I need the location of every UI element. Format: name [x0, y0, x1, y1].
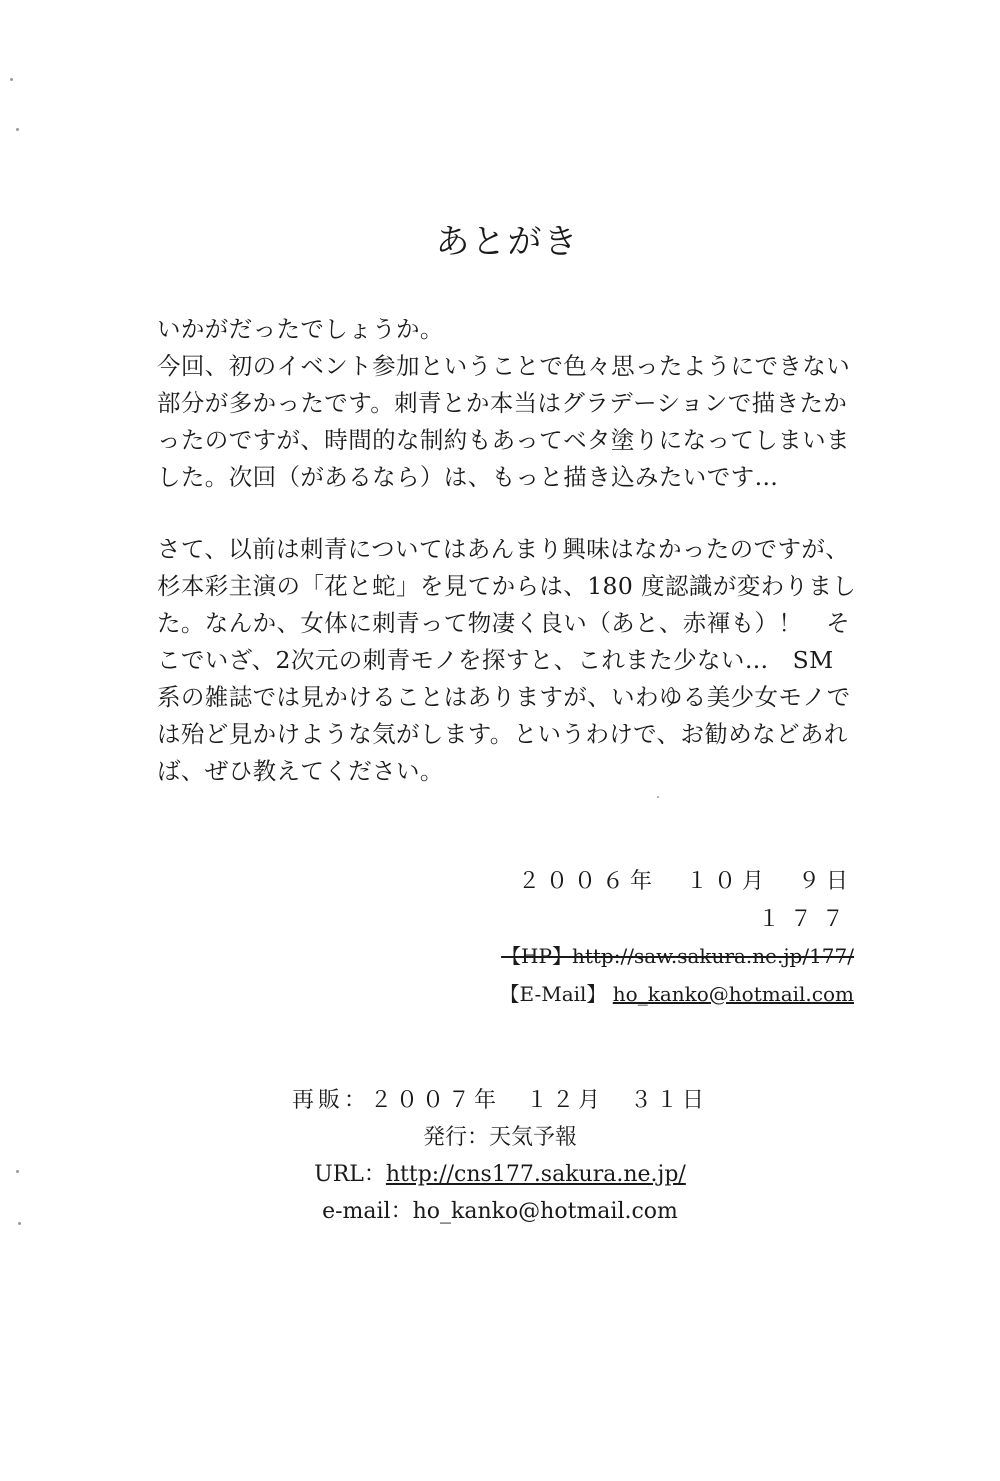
text-line: こでいざ、2次元の刺青モノを探すと、これまた少ない… SM	[157, 646, 834, 674]
afterword-paragraph-2	[157, 531, 857, 790]
colophon-email-value: ho_kanko@hotmail.com	[412, 1199, 678, 1224]
colophon	[0, 1082, 1000, 1230]
url-label: URL：	[314, 1162, 386, 1187]
page-title: あとがき	[435, 222, 580, 262]
publisher: 発行：天気予報	[422, 1125, 577, 1150]
url-line	[0, 1156, 1000, 1193]
url-value: http://cns177.sakura.ne.jp/	[385, 1162, 686, 1187]
scan-speck	[10, 78, 13, 81]
signature-email	[354, 978, 854, 1007]
signature-homepage	[354, 940, 854, 969]
text-line: ば、ぜひ教えてください。	[157, 757, 444, 785]
email-line	[0, 1193, 1000, 1230]
signature-author: １７７	[757, 907, 854, 932]
colophon-email-label: e-mail：	[322, 1199, 413, 1224]
reprint-date: 再販：２００７年 １２月 ３１日	[291, 1088, 708, 1113]
afterword-paragraph-1	[157, 311, 857, 496]
signature-date: ２００６年 １０月 ９日	[517, 869, 854, 894]
scan-speck	[657, 796, 659, 798]
homepage-label: 【HP】	[501, 944, 572, 968]
text-line: 系の雑誌では見かけることはありますが、いわゆる美少女モノで	[157, 683, 851, 711]
homepage-url: http://saw.sakura.ne.jp/177/	[571, 944, 854, 968]
text-line: 今回、初のイベント参加ということで色々思ったようにできない	[157, 352, 851, 380]
text-line: 部分が多かったです。刺青とか本当はグラデーションで描きたか	[157, 389, 848, 417]
text-line: ったのですが、時間的な制約もあってベタ塗りになってしまいま	[157, 426, 850, 454]
email-address: ho_kanko@hotmail.com	[612, 982, 854, 1006]
text-line: した。次回（があるなら）は、もっと描き込みたいです…	[157, 463, 779, 491]
text-line: さて、以前は刺青についてはあんまり興味はなかったのですが、	[157, 535, 850, 563]
text-line: いかがだったでしょうか。	[157, 315, 444, 343]
text-line: 杉本彩主演の「花と蛇」を見てからは、180 度認識が変わりまし	[157, 572, 857, 600]
text-line: た。なんか、女体に刺青って物凄く良い（あと、赤褌も）！ そ	[157, 609, 851, 637]
text-line: は殆ど見かけような気がします。というわけで、お勧めなどあれ	[157, 720, 848, 748]
email-label: 【E-Mail】	[499, 982, 607, 1006]
scan-speck	[16, 128, 19, 131]
